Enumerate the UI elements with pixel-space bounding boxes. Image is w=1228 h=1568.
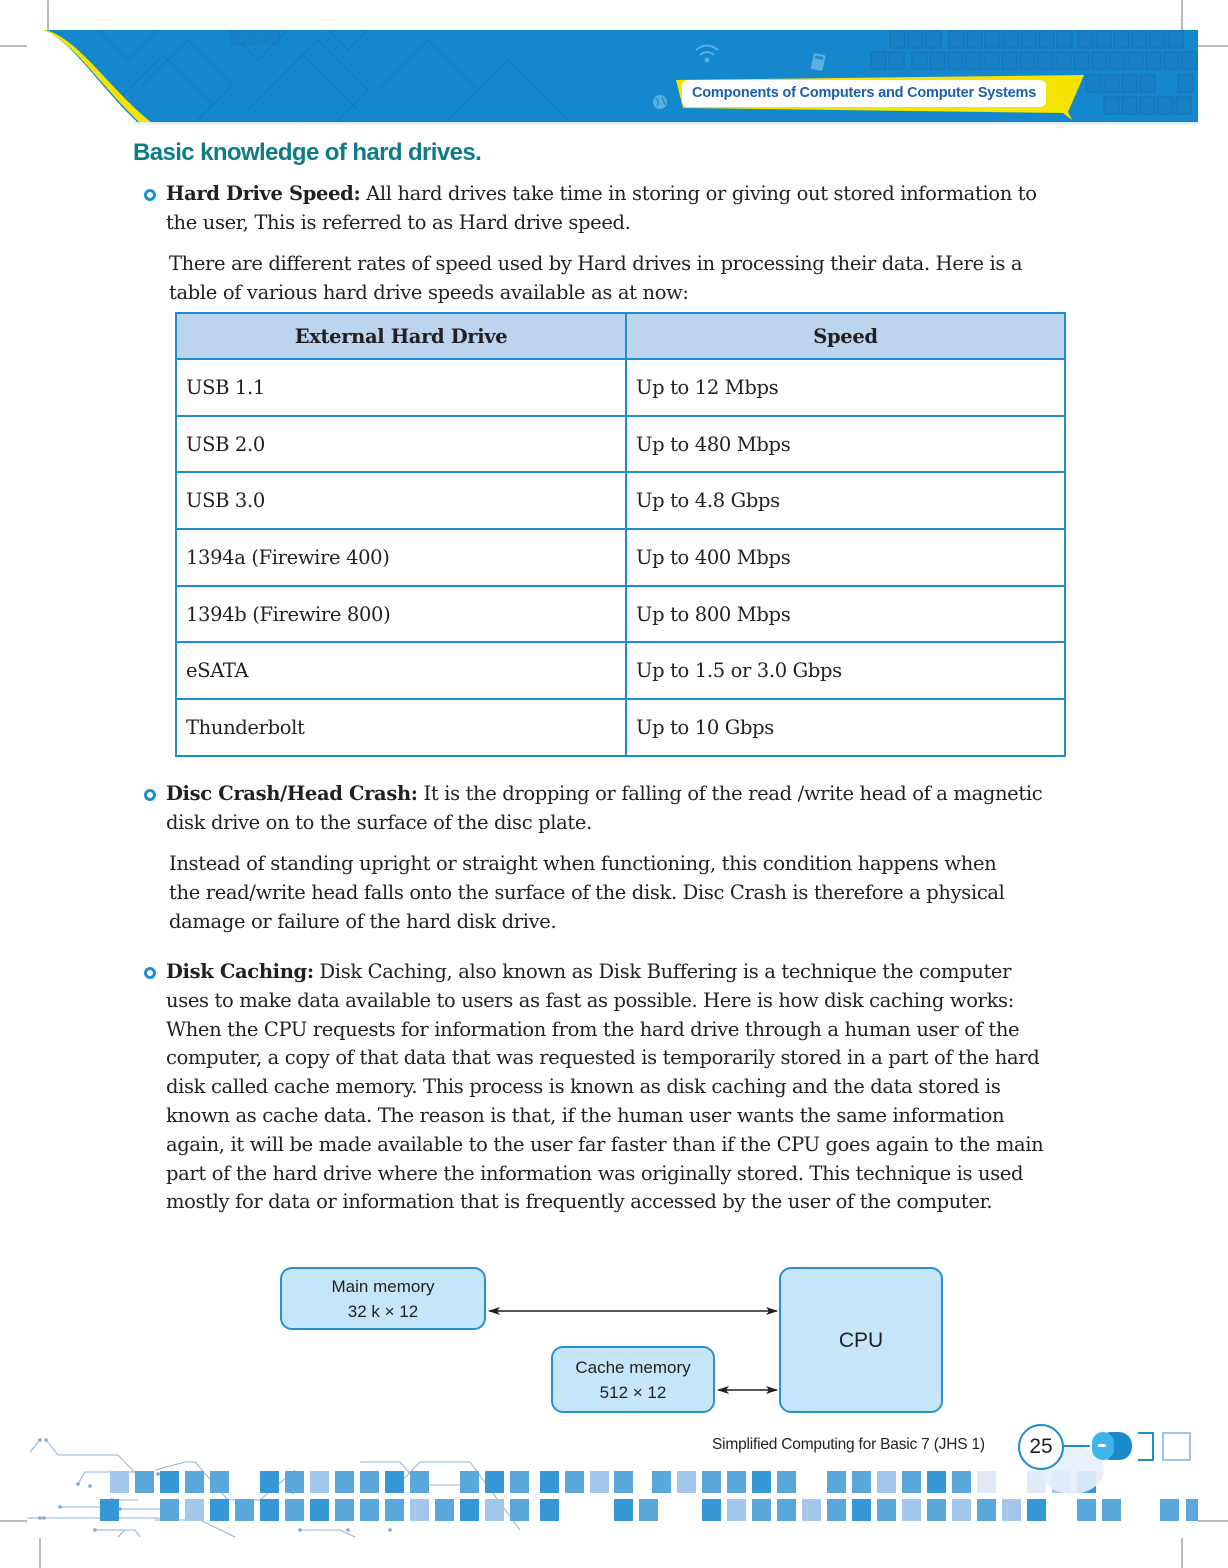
item-line: known as cache data. The reason is that, if the human user wants the same information: [166, 1103, 1005, 1127]
table-row: [176, 529, 1065, 586]
main-memory-size: 32 k × 12: [347, 1301, 419, 1321]
item-line: uses to make data available to users as fast as possible. Here is how disk caching works:: [166, 988, 1014, 1012]
item-line: part of the hard drive where the information was originally stored. This technique is used: [166, 1161, 1024, 1185]
hard-drive-speed-table: [175, 312, 1066, 757]
item-line: the read/write head falls onto the surface of the disk. Disc Crash is therefore a physical: [169, 880, 1005, 904]
cell-drive: USB 2.0: [176, 416, 626, 473]
item-line: computer, a copy of that data that was requested is temporarily stored in a part of the hard: [166, 1046, 1040, 1070]
item-disc-crash-extra: [169, 850, 1109, 936]
cell-drive: 1394a (Firewire 400): [176, 529, 626, 586]
item-line: Instead of standing upright or straight when functioning, this condition happens when: [169, 852, 997, 875]
item-line: Disc Crash/Head Crash: It is the dropping or falling of the read /write head of a magnetic: [166, 782, 1043, 805]
table-row: [176, 472, 1065, 529]
section-title: Basic knowledge of hard drives.: [133, 139, 482, 166]
mouse-icon: [1092, 1432, 1132, 1460]
page-number: 25: [1018, 1424, 1064, 1470]
table-row: [176, 416, 1065, 473]
bullet-icon: [144, 967, 156, 979]
item-line: disk called cache memory. This process is known as disk caching and the data stored is: [166, 1075, 1001, 1099]
item-disc-crash: [166, 780, 1106, 838]
bullet-icon: [144, 189, 156, 201]
table-header-row: [176, 313, 1065, 359]
cache-memory-label: Cache memory: [575, 1357, 691, 1377]
item-line: disk drive on to the surface of the disc plate.: [166, 810, 592, 834]
footer-squares-row1: [110, 1471, 1096, 1493]
crop-mark: [1181, 0, 1183, 30]
column-header-drive: External Hard Drive: [176, 313, 626, 359]
cell-speed: Up to 4.8 Gbps: [626, 472, 1065, 529]
item-line: mostly for data or information that is frequently accessed by the user of the computer.: [166, 1190, 993, 1214]
crop-mark: [47, 0, 49, 30]
cpu-box: [779, 1267, 943, 1413]
item-line: There are different rates of speed used by Hard drives in processing their data. Here is a: [169, 252, 1023, 275]
cache-memory-size: 512 × 12: [599, 1382, 667, 1402]
item-hard-drive-speed-extra: [169, 250, 1109, 308]
book-title: Simplified Computing for Basic 7 (JHS 1): [712, 1436, 985, 1453]
item-line: again, it will be made available to the user far faster than if the CPU goes again to the main: [166, 1132, 1044, 1156]
cell-speed: Up to 10 Gbps: [626, 699, 1065, 756]
item-line: the user, This is referred to as Hard drive speed.: [166, 210, 631, 234]
cell-speed: Up to 400 Mbps: [626, 529, 1065, 586]
table-row: [176, 642, 1065, 699]
item-disk-caching: [166, 958, 1116, 1217]
item-term: Disc Crash/Head Crash:: [166, 782, 418, 805]
cell-drive: eSATA: [176, 642, 626, 699]
cell-speed: Up to 480 Mbps: [626, 416, 1065, 473]
banner-shadow: [135, 122, 1198, 126]
crop-mark: [1198, 45, 1228, 47]
item-line: damage or failure of the hard disk drive.: [169, 909, 557, 933]
cell-drive: USB 1.1: [176, 359, 626, 416]
cell-drive: 1394b (Firewire 800): [176, 586, 626, 643]
main-memory-box: [280, 1267, 486, 1330]
bullet-icon: [144, 789, 156, 801]
crop-mark: [0, 45, 27, 47]
chapter-title-tag: Components of Computers and Computer Systems: [682, 80, 1046, 107]
header-banner: [28, 30, 1198, 123]
item-line: Disk Caching: Disk Caching, also known as Disk Buffering is a technique the computer: [166, 960, 1012, 983]
table-row: [176, 699, 1065, 756]
item-line: Hard Drive Speed: All hard drives take time in storing or giving out stored information to: [166, 182, 1037, 205]
cell-speed: Up to 800 Mbps: [626, 586, 1065, 643]
cache-memory-box: [551, 1346, 715, 1413]
column-header-speed: Speed: [626, 313, 1065, 359]
cell-drive: USB 3.0: [176, 472, 626, 529]
main-memory-label: Main memory: [331, 1276, 435, 1296]
cpu-label: CPU: [838, 1328, 884, 1352]
item-hard-drive-speed: [166, 180, 1106, 238]
item-term: Hard Drive Speed:: [166, 182, 361, 205]
item-term: Disk Caching:: [166, 960, 314, 983]
cell-speed: Up to 12 Mbps: [626, 359, 1065, 416]
footer-squares-row2: [100, 1499, 1198, 1521]
cell-drive: Thunderbolt: [176, 699, 626, 756]
item-line: table of various hard drive speeds available as at now:: [169, 280, 689, 304]
table-row: [176, 586, 1065, 643]
cell-speed: Up to 1.5 or 3.0 Gbps: [626, 642, 1065, 699]
item-line: When the CPU requests for information from the hard drive through a human user of the: [166, 1017, 1020, 1041]
table-row: [176, 359, 1065, 416]
